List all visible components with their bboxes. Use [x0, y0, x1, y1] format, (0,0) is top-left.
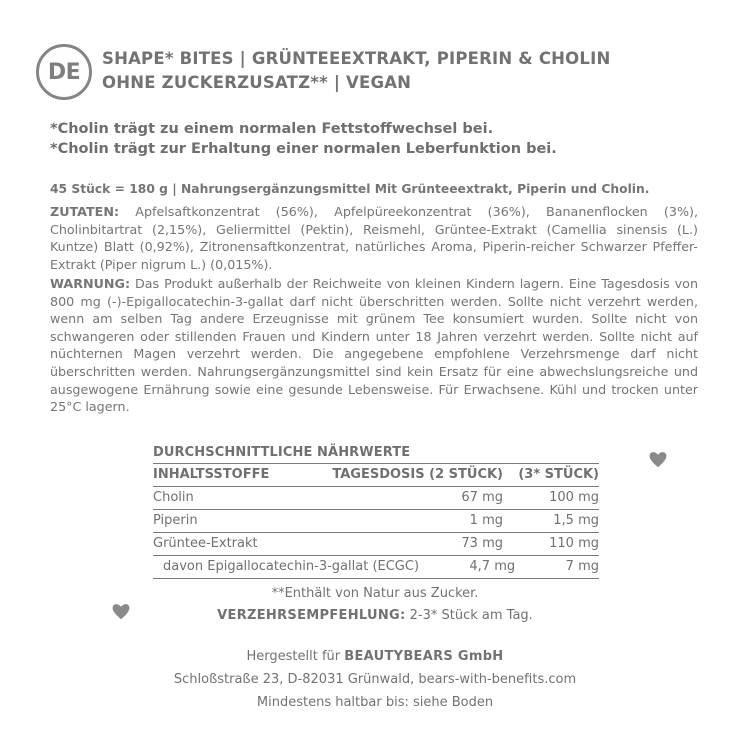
nutrition-table: [153, 444, 599, 580]
sugar-footnote: **Enthält von Natur aus Zucker.: [271, 586, 479, 601]
table-row: [153, 488, 599, 508]
divider: [153, 486, 599, 487]
best-before: Mindestens haltbar bis: siehe Boden: [256, 695, 494, 710]
product-header: [102, 47, 610, 95]
dose-three-pieces: 110 mg: [549, 536, 599, 551]
divider: [153, 578, 599, 579]
dose-three-pieces: 7 mg: [565, 559, 599, 574]
consumption-recommendation: [0, 608, 750, 623]
recommendation-label: VERZEHRSEMPFEHLUNG:: [217, 608, 406, 623]
table-row: [153, 511, 599, 531]
heart-icon: [647, 448, 669, 470]
manufacturer-info: [0, 645, 750, 714]
count-line: 45 Stück = 180 g | Nahrungsergänzungsmittel Mit Grünteeextrakt, Piperin und Cholin.: [50, 182, 650, 196]
ingredient-name: Cholin: [153, 490, 194, 505]
ingredient-name: davon Epigallocatechin-3-gallat (ECGC): [163, 559, 420, 574]
table-row: [153, 557, 599, 577]
language-badge: DE: [36, 44, 92, 100]
ingredient-name: Piperin: [153, 513, 198, 528]
manufacturer-address: Schloßstraße 23, D-82031 Grünwald, bears-with-benefits.com: [173, 672, 577, 687]
dose-three-pieces: 1,5 mg: [553, 513, 599, 528]
warning-paragraph: [50, 275, 698, 416]
dose-two-pieces: 67 mg: [461, 490, 503, 505]
warning-text: Das Produkt außerhalb der Reichweite von kleinen Kindern lagern. Eine Tagesdosis von 800 mg (-)-Epigallocatechin-3-gallat darf nicht überschritten werden. Sollte nicht verzehrt werden, wenn am selben Tag andere Erzeugnisse mit grünem Tee konsumiert wurden. Sollte nicht von schwangeren oder stillenden Frauen und Kindern unter 18 Jahren verzehrt werden. Sollte nicht auf nüchternen Magen verzehrt werden. Die angegebene empfohlene Verzehrsmenge darf nicht überschritten werden. Nahrungsergänzungsmittel sind kein Ersatz für eine abwechslungsreiche und ausgewogene Ernährung sowie eine gesunde Lebensweise. Für Erwachsene. Kühl und trocken unter 25°C lagern.: [50, 276, 698, 415]
column-header-three-pieces: (3* STÜCK): [518, 467, 599, 482]
nutrition-title: DURCHSCHNITTLICHE NÄHRWERTE: [153, 445, 411, 460]
claim-2: *Cholin trägt zur Erhaltung einer normalen Leberfunktion bei.: [50, 141, 557, 157]
column-header-daily-dose: TAGESDOSIS (2 STÜCK): [332, 467, 503, 482]
manufacturer-line: [0, 645, 750, 668]
manufacturer-prefix: Hergestellt für: [246, 649, 341, 664]
dose-three-pieces: 100 mg: [549, 490, 599, 505]
divider: [153, 532, 599, 533]
ingredients-text: Apfelsaftkonzentrat (56%), Apfelpüreekonzentrat (36%), Bananenflocken (3%), Cholinbitartrat (2,15%), Geliermittel (Pektin), Reismehl, Grüntee-Extrakt (Camellia sinensis (L.) Kuntze) Blatt (0,92%), Zitronensaftkonzentrat, natürliches Aroma, Piperin-reicher Schwarzer Pfeffer-Extrakt (Piper nigrum L.) (0,015%).: [50, 204, 698, 272]
warning-label: WARNUNG:: [50, 276, 131, 291]
nutrition-header-row: [153, 465, 599, 485]
header-line-1: SHAPE* BITES | GRÜNTEEEXTRAKT, PIPERIN & CHOLIN: [102, 49, 611, 68]
ingredient-name: Grüntee-Extrakt: [153, 536, 258, 551]
table-row: [153, 534, 599, 554]
recommendation-text: 2-3* Stück am Tag.: [409, 608, 533, 623]
claim-1: *Cholin trägt zu einem normalen Fettstoffwechsel bei.: [50, 121, 494, 137]
health-claims: [50, 119, 557, 159]
divider: [153, 463, 599, 464]
ingredients-paragraph: [50, 203, 698, 273]
ingredients-label: ZUTATEN:: [50, 204, 120, 219]
dose-two-pieces: 73 mg: [461, 536, 503, 551]
header-line-2: OHNE ZUCKERZUSATZ** | VEGAN: [102, 73, 412, 92]
dose-two-pieces: 4,7 mg: [469, 559, 516, 574]
column-header-ingredients: INHALTSSTOFFE: [153, 467, 270, 482]
dose-two-pieces: 1 mg: [469, 513, 503, 528]
manufacturer-name: BEAUTYBEARS GmbH: [344, 649, 504, 664]
divider: [153, 555, 599, 556]
divider: [153, 509, 599, 510]
